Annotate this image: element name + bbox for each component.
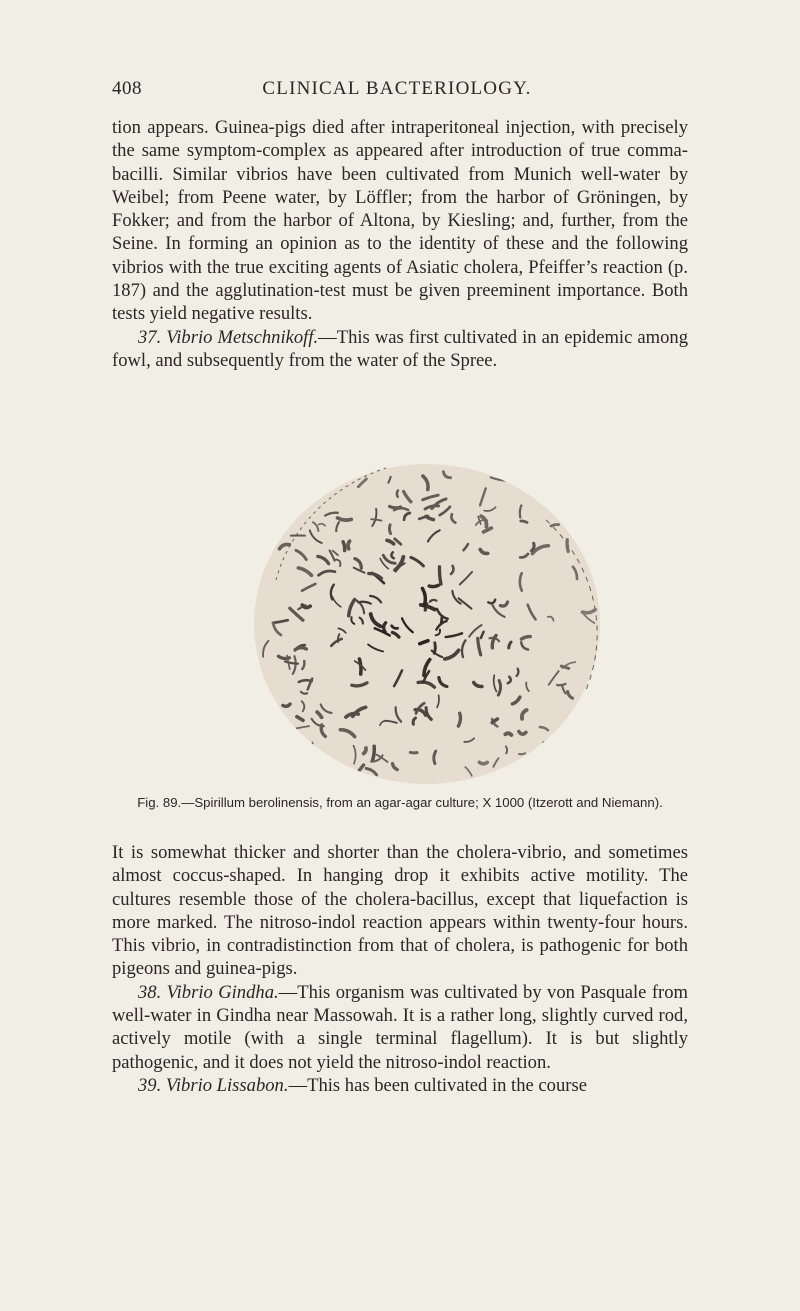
spirillum — [479, 762, 487, 764]
spirillum — [439, 567, 441, 584]
spirillum — [263, 714, 269, 724]
spirillum — [389, 525, 390, 534]
spirillum — [295, 648, 306, 650]
paragraph-vibrio-lissabon — [112, 1074, 688, 1097]
spirillum — [359, 659, 361, 674]
section-heading: 39. Vibrio Lissabon. — [138, 1074, 289, 1096]
spirillum — [561, 730, 574, 735]
spirillum — [519, 753, 525, 754]
paragraph-text: —This has been cultivated in the course — [288, 1074, 587, 1096]
spirillum — [429, 585, 438, 586]
spirillum — [343, 542, 345, 551]
spirillum — [280, 737, 281, 743]
spirillum — [338, 518, 352, 520]
spirillum — [551, 525, 559, 526]
spirillum — [315, 750, 319, 760]
paragraph-vibrio-metschnikoff — [112, 326, 688, 373]
paragraph-vibrio-gindha — [112, 981, 688, 1074]
section-heading: 38. Vibrio Gindha. — [138, 981, 279, 1003]
text-block-top — [112, 116, 688, 372]
paragraph: It is somewhat thicker and shorter than the cholera-vibrio, and sometimes almost coccus-shaped. In hanging drop it exhibits active motility. The cultures resemble those of the cholera-bacillus, except that liquefaction is more marked. The nitroso-indol reaction appears within twenty-four hours. This vibrio, in contradistinction from that of cholera, is pathogenic for both pigeons and guinea-pigs. — [112, 842, 688, 980]
text-block-bottom — [112, 841, 688, 1097]
spirillum — [567, 540, 568, 552]
spirillum — [337, 472, 339, 481]
running-title: CLINICAL BACTERIOLOGY. — [262, 78, 532, 99]
section-heading: 37. Vibrio Metschnikoff. — [138, 326, 319, 348]
spirillum — [521, 521, 527, 523]
page-header — [112, 78, 682, 104]
spirillum — [348, 541, 350, 549]
microscope-field — [254, 464, 600, 784]
paragraph-text: —This organism was cultivated by von Pasquale from well-water in Gindha near Massowah. It is a rather long, slightly curved rod, actively motile (with a single terminal flagellum). It is but slightly pathogenic, and it does not yield the nitroso-indol reaction. — [112, 981, 688, 1073]
spirillum — [285, 728, 290, 741]
spirillum — [581, 516, 592, 528]
spirillum — [270, 479, 272, 488]
spirillum — [397, 491, 398, 497]
spirillum — [290, 482, 307, 485]
spirillum — [527, 488, 532, 494]
paragraph-text: —This was first cultivated in an epidemic among fowl, and subsequently from the water of the Spree. — [112, 326, 688, 371]
paragraph: tion appears. Guinea-pigs died after intraperitoneal injection, with precisely the same symptom-complex as appeared after introduction of true comma-bacilli. Similar vibrios have been cultivated from Munich well-water by Weibel; from Peene water, by Löffler; from the harbor of Gröningen, by Fokker; and from the harbor of Altona, by Kiesling; and, further, from the Seine. In forming an opinion as to the identity of these and the following vibrios with the true exciting agents of Asiatic cholera, Pfeiffer’s reaction (p. 187) and the agglutination-test must be given preeminent importance. Both tests yield negative results. — [112, 117, 688, 325]
spirillum — [529, 766, 535, 775]
micrograph-illustration — [246, 460, 608, 788]
spirillum — [278, 736, 285, 739]
spirillum — [316, 476, 320, 491]
figure-spirillum-micrograph — [246, 460, 608, 788]
spirillum — [270, 480, 278, 489]
spirillum — [260, 563, 262, 574]
spirillum — [289, 755, 291, 772]
spirillum — [265, 718, 271, 730]
figure-caption: Fig. 89.—Spirillum berolinensis, from an agar-agar culture; X 1000 (Itzerott and Niemann). — [137, 795, 663, 810]
page-number: 408 — [112, 78, 142, 99]
spirillum — [373, 746, 375, 760]
spirillum — [505, 733, 511, 735]
spirillum — [318, 756, 326, 761]
spirillum — [291, 484, 299, 500]
spirillum — [295, 748, 312, 753]
spirillum — [290, 745, 302, 756]
